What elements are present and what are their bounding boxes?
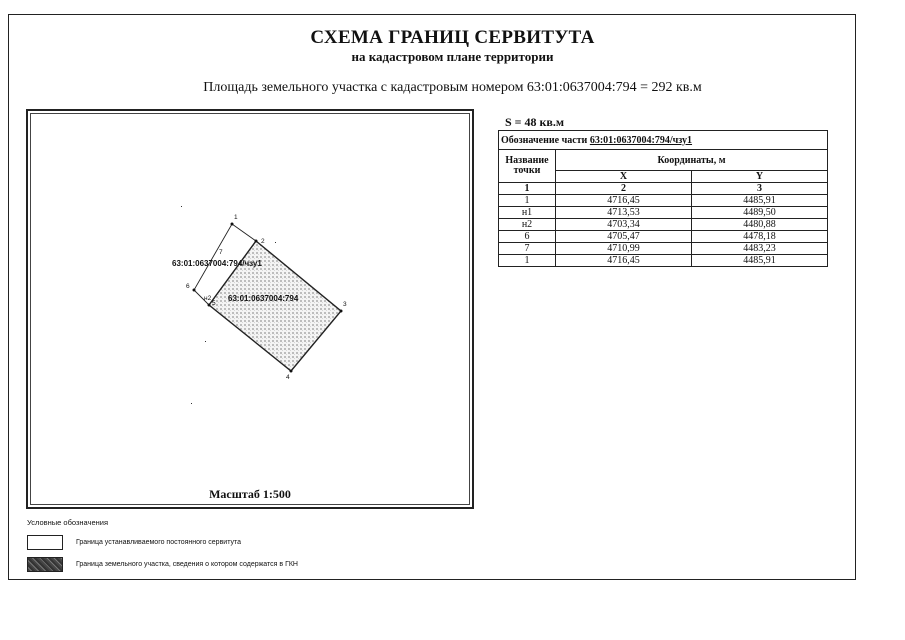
servitude-area: S = 48 кв.м (505, 115, 565, 129)
col-header-coords: Координаты, м (556, 150, 828, 171)
table-row (499, 219, 828, 231)
row-point-name: н2 (499, 219, 556, 231)
legend-servitude-label: Граница устанавливаемого постоянного сервитута (76, 539, 242, 546)
row-x: 4716,45 (556, 195, 692, 207)
row-x: 4703,34 (556, 219, 692, 231)
point-label-1: 1 (234, 214, 238, 221)
legend-parcel-swatch (27, 557, 63, 572)
table-row (499, 195, 828, 207)
row-point-name: 1 (499, 255, 556, 267)
point-label-2: 2 (261, 238, 265, 245)
row-y: 4485,91 (691, 195, 827, 207)
row-y: 4480,88 (691, 219, 827, 231)
table-row (499, 231, 828, 243)
legend-servitude-swatch (27, 535, 63, 550)
point-label-3: 3 (343, 301, 347, 308)
parcel-area-line: Площадь земельного участка с кадастровым номером 63:01:0637004:794 = 292 кв.м (203, 80, 702, 95)
legend-parcel-label: Граница земельного участка, сведения о котором содержатся в ГКН (76, 561, 298, 568)
row-y: 4485,91 (691, 255, 827, 267)
col-header-point-name: Название точки (499, 150, 556, 183)
table-row (499, 207, 828, 219)
point-label-5: 5 (212, 300, 216, 307)
table-row (499, 255, 828, 267)
row-point-name: 7 (499, 243, 556, 255)
col-num-2: 2 (556, 183, 692, 195)
row-x: 4710,99 (556, 243, 692, 255)
col-num-3: 3 (691, 183, 827, 195)
part-prefix: Обозначение части (501, 134, 588, 146)
col-header-x: X (556, 171, 692, 183)
page-subtitle: на кадастровом плане территории (351, 49, 554, 64)
row-x: 4705,47 (556, 231, 692, 243)
row-y: 4489,50 (691, 207, 827, 219)
row-point-name: 6 (499, 231, 556, 243)
point-label-4: 4 (286, 374, 290, 381)
row-x: 4713,53 (556, 207, 692, 219)
row-point-name: н1 (499, 207, 556, 219)
col-header-y: Y (691, 171, 827, 183)
row-point-name: 1 (499, 195, 556, 207)
point-label-6: 6 (186, 283, 190, 290)
servitude-part-label: 63:01:0637004:794/чзу1 (172, 259, 262, 268)
point-label-7: 7 (219, 249, 223, 256)
col-num-1: 1 (499, 183, 556, 195)
legend-title: Условные обозначения (27, 518, 109, 527)
table-row (499, 243, 828, 255)
part-designation-cell (499, 131, 828, 150)
parcel-label: 63:01:0637004:794 (228, 294, 299, 303)
part-number: 63:01:0637004:794/чзу1 (589, 134, 693, 146)
map-scale: Масштаб 1:500 (209, 487, 291, 501)
coordinates-table (498, 130, 828, 267)
row-y: 4483,23 (691, 243, 827, 255)
page-title: СХЕМА ГРАНИЦ СЕРВИТУТА (310, 27, 595, 48)
row-x: 4716,45 (556, 255, 692, 267)
point-label-n2: н2 (204, 295, 212, 302)
row-y: 4478,18 (691, 231, 827, 243)
